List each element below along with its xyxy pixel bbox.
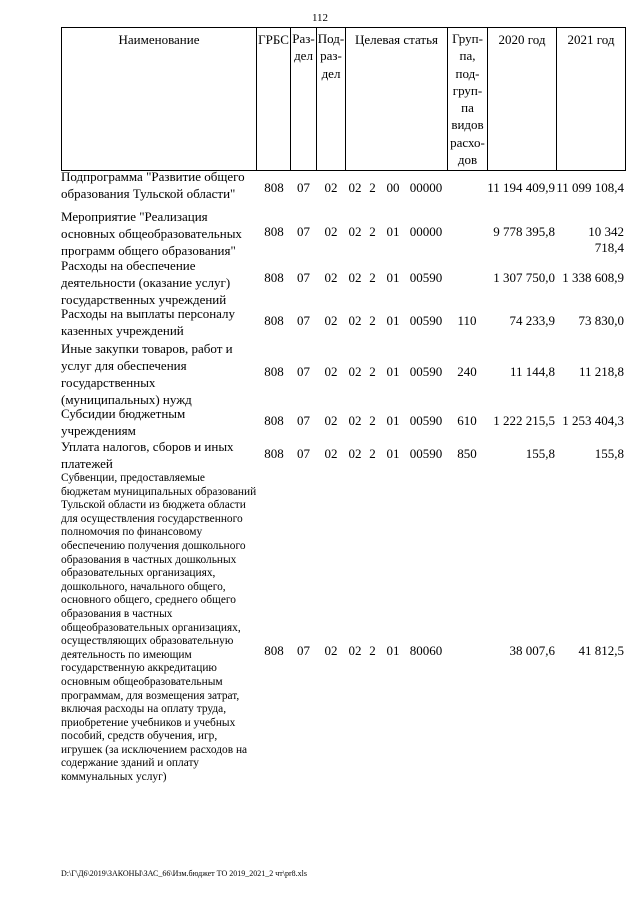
row-value-2020: 11 194 409,9 xyxy=(487,180,555,195)
header-name-cell xyxy=(61,27,257,171)
row-name: Мероприятие "Реализация основных общеобразовательных программ общего образования" xyxy=(61,209,242,258)
row-value-2020: 11 144,8 xyxy=(509,364,555,379)
row-name: Расходы на обеспечение деятельности (оказание услуг) государственных учреждений xyxy=(61,258,231,307)
row-group: 110 xyxy=(457,313,477,328)
row-podrazdel: 02 xyxy=(324,313,338,328)
row-target-program: 02 xyxy=(348,224,362,239)
row-grbs: 808 xyxy=(264,180,284,195)
row-target-subprogram: 2 xyxy=(369,364,376,379)
header-2020-cell xyxy=(487,27,557,171)
row-target-direction: 00000 xyxy=(409,180,443,195)
header-2020: 2020 год xyxy=(498,32,546,47)
row-target-direction: 00590 xyxy=(409,413,443,428)
row-target-direction: 00590 xyxy=(409,364,443,379)
header-group: Груп- па, под- груп- па видов расхо- дов xyxy=(450,31,485,168)
row-podrazdel: 02 xyxy=(324,643,338,658)
row-value-2021: 10 342 718,4 xyxy=(588,224,624,255)
row-target-direction: 80060 xyxy=(409,643,443,658)
row-target-program: 02 xyxy=(348,313,362,328)
row-value-2021: 73 830,0 xyxy=(578,313,624,328)
row-group: 240 xyxy=(457,364,477,379)
row-value-2021: 1 338 608,9 xyxy=(562,270,624,285)
row-razdel: 07 xyxy=(297,364,310,379)
row-group: 850 xyxy=(457,446,477,461)
row-value-2021: 11 218,8 xyxy=(578,364,624,379)
row-razdel: 07 xyxy=(297,643,310,658)
row-group: 610 xyxy=(457,413,477,428)
row-razdel: 07 xyxy=(297,446,310,461)
row-podrazdel: 02 xyxy=(324,270,338,285)
row-target-event: 01 xyxy=(386,364,400,379)
row-value-2020: 74 233,9 xyxy=(509,313,555,328)
row-target-subprogram: 2 xyxy=(369,446,376,461)
row-target-program: 02 xyxy=(348,446,362,461)
row-target-program: 02 xyxy=(348,643,362,658)
header-name: Наименование xyxy=(118,32,200,47)
file-path-footer: D:\Г\Д6\2019\ЗАКОНЫ\ЗАС_66\Изм.бюджет ТО 2019_2021_2 чт\pr8.xls xyxy=(61,869,307,878)
header-2021: 2021 год xyxy=(567,32,615,47)
row-razdel: 07 xyxy=(297,180,310,195)
row-target-program: 02 xyxy=(348,413,362,428)
row-target-subprogram: 2 xyxy=(369,313,376,328)
row-name: Расходы на выплаты персоналу казенных учреждений xyxy=(61,306,236,338)
row-value-2020: 9 778 395,8 xyxy=(493,224,555,239)
row-target-program: 02 xyxy=(348,180,362,195)
row-target-event: 01 xyxy=(386,270,400,285)
row-target-direction: 00590 xyxy=(409,313,443,328)
page-number: 112 xyxy=(311,12,329,24)
row-name: Уплата налогов, сборов и иных платежей xyxy=(61,439,234,471)
header-grbs-cell xyxy=(256,27,291,171)
row-value-2020: 1 307 750,0 xyxy=(493,270,555,285)
row-value-2020: 38 007,6 xyxy=(509,643,555,658)
row-target-event: 01 xyxy=(386,224,400,239)
row-target-event: 01 xyxy=(386,313,400,328)
row-razdel: 07 xyxy=(297,224,310,239)
row-value-2021: 11 099 108,4 xyxy=(556,180,624,195)
row-target-subprogram: 2 xyxy=(369,224,376,239)
row-target-subprogram: 2 xyxy=(369,270,376,285)
row-target-event: 00 xyxy=(386,180,400,195)
header-2021-cell xyxy=(556,27,626,171)
row-value-2020: 155,8 xyxy=(525,446,555,461)
row-grbs: 808 xyxy=(264,643,284,658)
row-target-direction: 00000 xyxy=(409,224,443,239)
row-grbs: 808 xyxy=(264,224,284,239)
header-target: Целевая статья xyxy=(354,32,438,47)
row-podrazdel: 02 xyxy=(324,446,338,461)
row-target-subprogram: 2 xyxy=(369,180,376,195)
row-name: Иные закупки товаров, работ и услуг для обеспечения государственных (муниципальных) нужд xyxy=(61,341,233,407)
row-target-subprogram: 2 xyxy=(369,413,376,428)
row-podrazdel: 02 xyxy=(324,413,338,428)
row-target-event: 01 xyxy=(386,413,400,428)
header-podrazdel: Под- раз- дел xyxy=(317,31,345,81)
row-value-2021: 41 812,5 xyxy=(578,643,624,658)
row-target-program: 02 xyxy=(348,364,362,379)
header-podrazdel-cell xyxy=(316,27,346,171)
row-value-2021: 1 253 404,3 xyxy=(562,413,624,428)
row-target-direction: 00590 xyxy=(409,446,443,461)
row-grbs: 808 xyxy=(264,270,284,285)
row-grbs: 808 xyxy=(264,413,284,428)
row-grbs: 808 xyxy=(264,364,284,379)
row-target-subprogram: 2 xyxy=(369,643,376,658)
row-target-event: 01 xyxy=(386,643,400,658)
row-name: Субвенции, предоставляемые бюджетам муниципальных образований Тульской области из бюджета области для осуществления государственного полномочия по финансовому обеспечению получения дошкольного образования в частных дошкольных образовательных организациях, дошкольного, начального общего, основного общего, среднего общего образования в частных общеобразовательных организациях, осуществляющих образовательную деятельность по имеющим государственную аккредитацию основным общеобразовательным программам, для возмещения затрат, включая расходы на оплату труда, приобретение учебников и учебных пособий, средств обучения, игр, игрушек (за исключением расходов на содержание зданий и оплату коммунальных услуг) xyxy=(61,472,257,784)
row-value-2021: 155,8 xyxy=(594,446,624,461)
row-target-direction: 00590 xyxy=(409,270,443,285)
row-podrazdel: 02 xyxy=(324,180,338,195)
row-grbs: 808 xyxy=(264,446,284,461)
header-razdel: Раз- дел xyxy=(292,31,315,64)
header-group-cell xyxy=(447,27,488,171)
row-grbs: 808 xyxy=(264,313,284,328)
row-razdel: 07 xyxy=(297,313,310,328)
row-podrazdel: 02 xyxy=(324,364,338,379)
row-name: Субсидии бюджетным учреждениям xyxy=(61,406,186,438)
header-target-cell xyxy=(345,27,448,171)
row-value-2020: 1 222 215,5 xyxy=(493,413,555,428)
row-target-event: 01 xyxy=(386,446,400,461)
header-grbs: ГРБС xyxy=(258,32,289,47)
row-name: Подпрограмма "Развитие общего образования Тульской области" xyxy=(61,169,245,201)
row-razdel: 07 xyxy=(297,270,310,285)
row-podrazdel: 02 xyxy=(324,224,338,239)
header-razdel-cell xyxy=(290,27,317,171)
row-razdel: 07 xyxy=(297,413,310,428)
row-target-program: 02 xyxy=(348,270,362,285)
